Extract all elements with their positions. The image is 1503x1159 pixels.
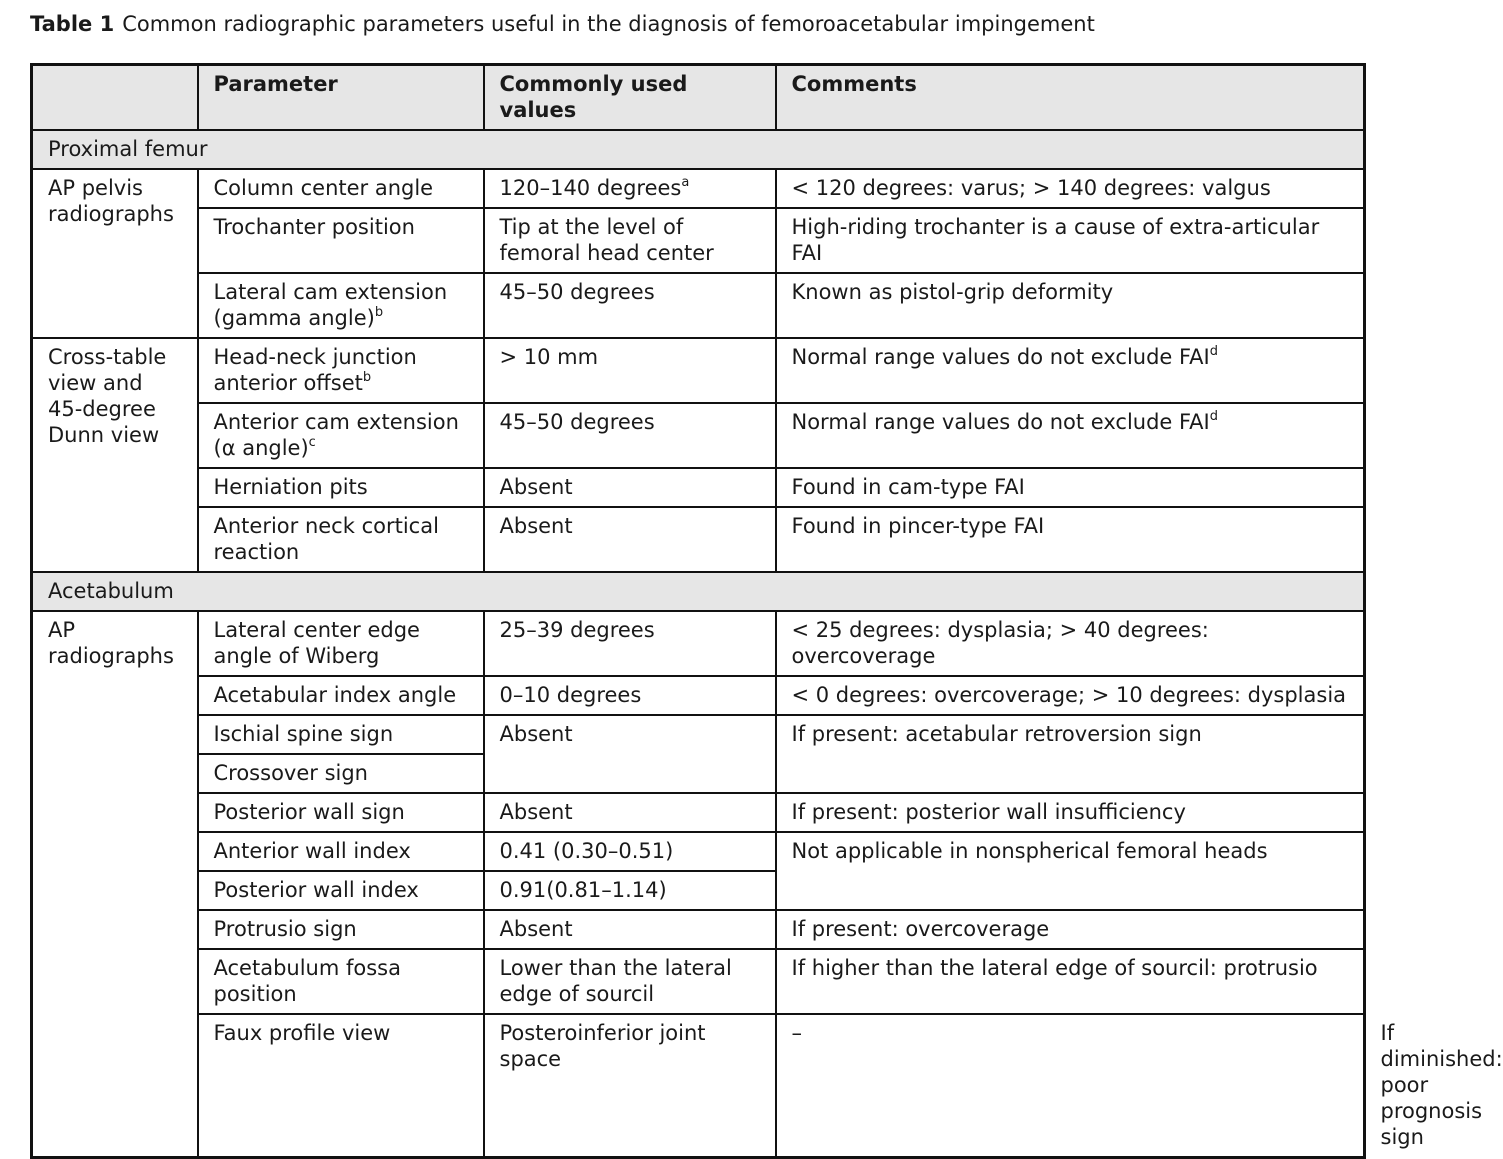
comment-cell: < 120 degrees: varus; > 140 degrees: valgus <box>776 169 1365 208</box>
param-cell: Ischial spine sign <box>198 715 484 754</box>
footnote-marker: b <box>374 305 384 320</box>
param-cell: Acetabulum fossa position <box>198 949 484 1014</box>
table-row: Faux profile view Posteroinferior joint space – If diminished: poor prognosis sign <box>32 1014 1365 1158</box>
param-cell: Lateral center edge angle of Wiberg <box>198 611 484 676</box>
footnote-marker: c <box>308 435 316 450</box>
table-row <box>32 338 1365 403</box>
param-cell: Posterior wall sign <box>198 793 484 832</box>
param-cell: Anterior cam extension (α angle)$^c$ <box>198 403 484 468</box>
section-acetabulum: Acetabulum <box>32 572 1365 611</box>
value-cell: Lower than the lateral edge of sourcil <box>484 949 776 1014</box>
param-cell: Lateral cam extension (gamma angle)$^b$ <box>198 273 484 338</box>
table-row <box>32 715 1365 754</box>
comment-cell: < 0 degrees: overcoverage; > 10 degrees: dysplasia <box>776 676 1365 715</box>
footnote-marker: d <box>1209 344 1218 359</box>
table-row <box>32 832 1365 871</box>
group-ap-radiographs: AP radiographs <box>32 611 198 1158</box>
table-row <box>32 611 1365 676</box>
param-cell: Posterior wall index <box>198 871 484 910</box>
header-parameter: Parameter <box>198 65 484 131</box>
section-proximal-femur: Proximal femur <box>32 130 1365 169</box>
section-row <box>32 572 1365 611</box>
value-cell: 25–39 degrees <box>484 611 776 676</box>
group-ap-pelvis: AP pelvis radiographs <box>32 169 198 338</box>
value-cell: Absent <box>484 793 776 832</box>
table-title: Common radiographic parameters useful in the diagnosis of femoroacetabular impingement <box>122 12 1095 36</box>
value-cell: 0–10 degrees <box>484 676 776 715</box>
comment-cell: Found in cam-type FAI <box>776 468 1365 507</box>
comment-cell: Found in pincer-type FAI <box>776 507 1365 572</box>
section-row <box>32 130 1365 169</box>
value-cell: 45–50 degrees <box>484 403 776 468</box>
param-cell: Protrusio sign <box>198 910 484 949</box>
value-cell: 0.41 (0.30–0.51) <box>484 832 776 871</box>
comment-cell: Normal range values do not exclude FAI$^d$ <box>776 403 1365 468</box>
footnote-marker: d <box>1209 409 1218 424</box>
value-cell: 0.91(0.81–1.14) <box>484 871 776 910</box>
value-cell: – <box>776 1014 1365 1158</box>
param-cell: Anterior neck cortical reaction <box>198 507 484 572</box>
param-cell: Acetabular index angle <box>198 676 484 715</box>
param-cell: Herniation pits <box>198 468 484 507</box>
footnote-marker: b <box>362 370 372 385</box>
value-cell: 45–50 degrees <box>484 273 776 338</box>
comment-cell: < 25 degrees: dysplasia; > 40 degrees: overcoverage <box>776 611 1365 676</box>
table-row <box>32 793 1365 832</box>
value-cell: Absent <box>484 715 776 793</box>
footnote-marker: a <box>681 175 690 190</box>
param-cell: Crossover sign <box>198 754 484 793</box>
param-cell: Anterior wall index <box>198 832 484 871</box>
table-caption <box>30 10 1095 38</box>
table-row <box>32 169 1365 208</box>
table-label: Table 1 <box>30 12 115 36</box>
header-row <box>32 65 1365 131</box>
comment-cell: If present: overcoverage <box>776 910 1365 949</box>
header-comments: Comments <box>776 65 1365 131</box>
header-values: Commonly used values <box>484 65 776 131</box>
comment-cell: If present: acetabular retroversion sign <box>776 715 1365 793</box>
table-row <box>32 468 1365 507</box>
value-cell: > 10 mm <box>484 338 776 403</box>
comment-cell: Known as pistol-grip deformity <box>776 273 1365 338</box>
table-row <box>32 949 1365 1014</box>
value-cell: Tip at the level of femoral head center <box>484 208 776 273</box>
comment-cell: Normal range values do not exclude FAI$^d$ <box>776 338 1365 403</box>
comment-cell: If higher than the lateral edge of sourcil: protrusio <box>776 949 1365 1014</box>
param-cell: Posteroinferior joint space <box>484 1014 776 1158</box>
param-cell: Trochanter position <box>198 208 484 273</box>
group-cross-table: Cross-table view and 45-degree Dunn view <box>32 338 198 572</box>
value-cell: Absent <box>484 507 776 572</box>
radiographic-parameters-table <box>30 63 1503 1159</box>
value-cell: Absent <box>484 910 776 949</box>
param-cell: Column center angle <box>198 169 484 208</box>
comment-cell: Not applicable in nonspherical femoral heads <box>776 832 1365 910</box>
table-row <box>32 507 1365 572</box>
group-faux-profile: Faux profile view <box>198 1014 484 1158</box>
param-cell: Head-neck junction anterior offset$^b$ <box>198 338 484 403</box>
value-cell: Absent <box>484 468 776 507</box>
value-cell: 120–140 degrees$^a$ <box>484 169 776 208</box>
table-row <box>32 208 1365 273</box>
comment-cell: High-riding trochanter is a cause of extra-articular FAI <box>776 208 1365 273</box>
comment-cell: If present: posterior wall insufficiency <box>776 793 1365 832</box>
header-group <box>32 65 198 131</box>
table-row <box>32 910 1365 949</box>
table-row <box>32 273 1365 338</box>
table-row <box>32 676 1365 715</box>
table-row <box>32 403 1365 468</box>
